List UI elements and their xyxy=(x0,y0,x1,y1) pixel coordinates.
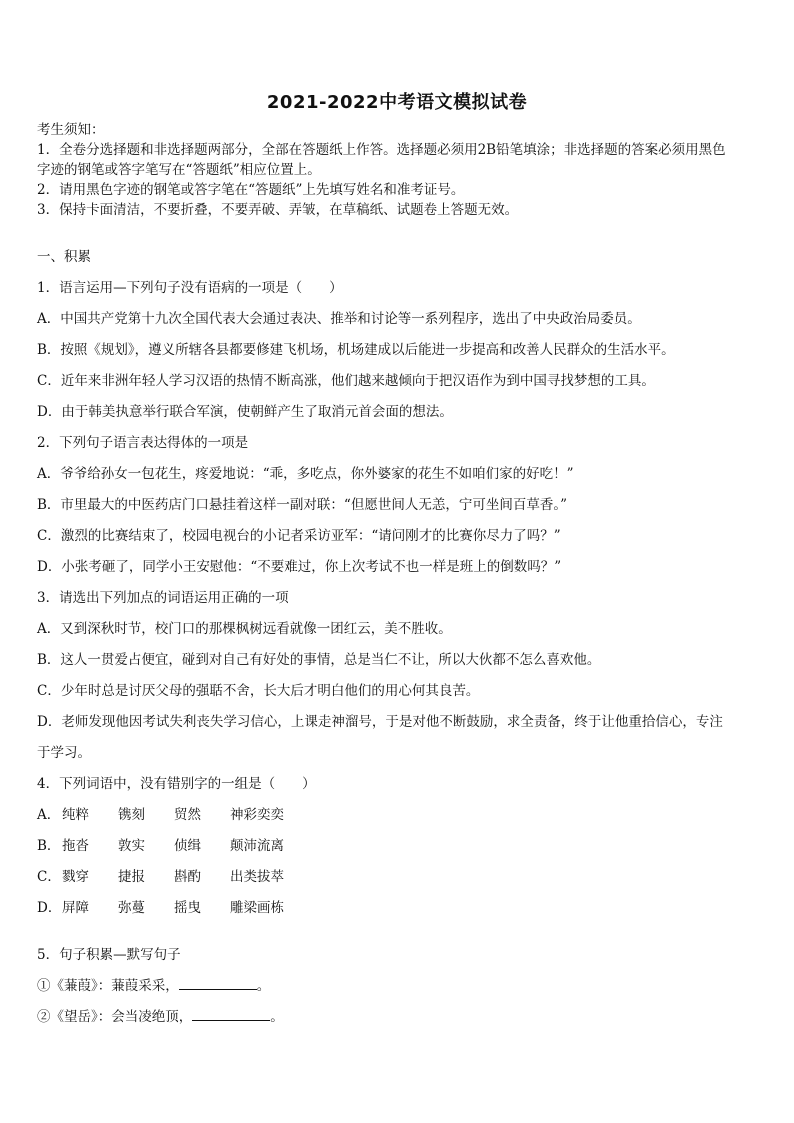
question-4-option-row xyxy=(37,800,759,831)
question-1-option-b: B．按照《规划》，遵义所辖各县都要修建飞机场，机场建成以后能进一步提高和改善人民群众的生活水平。 xyxy=(37,342,675,358)
recite-item xyxy=(37,971,759,1002)
question-1-option-d: D．由于韩美执意举行联合军演，使朝鲜产生了取消元首会面的想法。 xyxy=(37,404,453,420)
question-3-option-d: D．老师发现他因考试失利丧失学习信心，上课走神溜号，于是对他不断鼓励，求全责备，终于让他重拾信心，专注 xyxy=(37,714,723,730)
option-letter: D． xyxy=(37,900,62,916)
question-1-option-a: A．中国共产党第十九次全国代表大会通过表决、推举和讨论等一系列程序，选出了中央政治局委员。 xyxy=(37,311,641,327)
option-word: 雕梁画栋 xyxy=(230,900,284,916)
option-word: 颠沛流离 xyxy=(230,838,284,854)
recite-prefix: ①《蒹葭》：蒹葭采采， xyxy=(37,978,179,994)
option-word: 侦缉 xyxy=(174,838,201,854)
question-3-option-c: C．少年时总是讨厌父母的强聒不舍，长大后才明白他们的用心何其良苦。 xyxy=(37,683,480,699)
option-letter: A． xyxy=(37,807,61,823)
recite-item xyxy=(37,1002,759,1033)
question-4-option-row xyxy=(37,862,759,893)
question-4-stem: 4．下列词语中，没有错别字的一组是（ ） xyxy=(37,776,316,792)
option-word: 拖沓 xyxy=(62,838,89,854)
option-word: 敦实 xyxy=(118,838,145,854)
section-heading: 一、积累 xyxy=(37,249,91,265)
question-2-option-c: C．激烈的比赛结束了，校园电视台的小记者采访亚军：“请问刚才的比赛你尽力了吗？” xyxy=(37,528,561,544)
question-2-option-d: D．小张考砸了，同学小王安慰他：“不要难过，你上次考试不也一样是班上的倒数吗？” xyxy=(37,559,562,575)
option-word: 戮穿 xyxy=(62,869,89,885)
recite-suffix: 。 xyxy=(270,1009,284,1025)
recite-prefix: ②《望岳》：会当凌绝顶， xyxy=(37,1009,193,1025)
question-3-stem: 3．请选出下列加点的词语运用正确的一项 xyxy=(37,590,289,606)
answer-blank[interactable] xyxy=(192,1006,270,1021)
question-1-stem: 1．语言运用—下列句子没有语病的一项是（ ） xyxy=(37,280,343,296)
notice-line: 1．全卷分选择题和非选择题两部分，全部在答题纸上作答。选择题必须用2B铅笔填涂；非选择题的答案必须用黑色 xyxy=(37,142,726,158)
question-3-option-a: A．又到深秋时节，校门口的那棵枫树远看就像一团红云，美不胜收。 xyxy=(37,621,452,637)
page-title: 2021-2022中考语文模拟试卷 xyxy=(266,92,528,113)
question-3-option-d-continuation: 于学习。 xyxy=(37,745,91,761)
question-4-option-row xyxy=(37,893,759,924)
option-word: 出类拔萃 xyxy=(230,869,284,885)
question-2-option-b: B．市里最大的中医药店门口悬挂着这样一副对联：“但愿世间人无恙，宁可坐间百草香。” xyxy=(37,497,567,513)
option-word: 斟酌 xyxy=(174,869,201,885)
notice-line: 3．保持卡面清洁，不要折叠，不要弄破、弄皱，在草稿纸、试题卷上答题无效。 xyxy=(37,202,519,218)
option-word: 纯粹 xyxy=(62,807,89,823)
option-word: 捷报 xyxy=(118,869,145,885)
recite-suffix: 。 xyxy=(256,978,271,994)
option-word: 镌刻 xyxy=(118,807,145,823)
notice-line: 2．请用黑色字迹的钢笔或答字笔在“答题纸”上先填写姓名和准考证号。 xyxy=(37,182,465,198)
option-word: 摇曳 xyxy=(174,900,201,916)
option-word: 屏障 xyxy=(62,900,89,916)
option-word: 贸然 xyxy=(174,807,201,823)
question-2-option-a: A．爷爷给孙女一包花生，疼爱地说：“乖，多吃点，你外婆家的花生不如咱们家的好吃！” xyxy=(37,466,574,482)
question-3-option-b: B．这人一贯爱占便宜，碰到对自己有好处的事情，总是当仁不让，所以大伙都不怎么喜欢他。 xyxy=(37,652,601,668)
question-4-option-row xyxy=(37,831,759,862)
option-letter: C． xyxy=(37,869,61,885)
answer-blank[interactable] xyxy=(179,975,257,990)
notice-heading: 考生须知： xyxy=(37,122,105,138)
option-word: 弥蔓 xyxy=(118,900,145,916)
exam-content xyxy=(37,120,759,1033)
option-letter: B． xyxy=(37,838,61,854)
option-word: 神彩奕奕 xyxy=(230,807,284,823)
question-1-option-c: C．近年来非洲年轻人学习汉语的热情不断高涨，他们越来越倾向于把汉语作为到中国寻找梦想的工具。 xyxy=(37,373,655,389)
question-5-stem: 5．句子积累—默写句子 xyxy=(37,947,181,963)
notice-line: 字迹的钢笔或答字笔写在“答题纸”相应位置上。 xyxy=(37,162,321,178)
question-2-stem: 2．下列句子语言表达得体的一项是 xyxy=(37,435,249,451)
